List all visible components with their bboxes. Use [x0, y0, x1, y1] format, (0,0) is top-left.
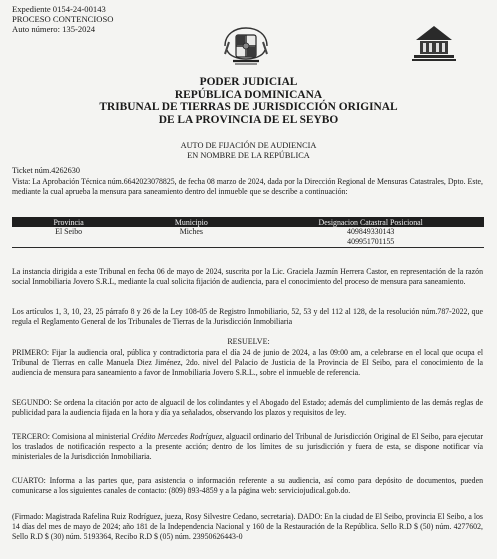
- column-header-provincia: Provincia: [12, 217, 125, 227]
- subtitle-line-1: AUTO DE FIJACIÓN DE AUDIENCIA: [180, 141, 317, 150]
- column-header-municipio: Municipio: [125, 217, 257, 227]
- cuarto-paragraph: CUARTO: Informa a las partes que, para asistencia o información referente a su audiencia, así como para depósito de documentos, pueden comunicarse a los siguientes canales de contacto: (809) 893-4859 y a la página web: serviciojudical.gob.do.: [12, 476, 483, 495]
- table-header-row: [12, 217, 484, 227]
- title-line-4: DE LA PROVINCIA DE EL SEYBO: [158, 113, 339, 126]
- case-header: [12, 4, 113, 35]
- cell-designacion: [257, 227, 484, 248]
- expediente-number: Expediente 0154-24-00143: [12, 4, 106, 14]
- primero-paragraph: PRIMERO: Fijar la audiencia oral, pública y contradictoria para el día 24 de junio de 2024, a las 09:00 am, a celebrarse en el local que ocupa el Tribunal de Tierras en calle Manuela Diez Jiménez, 2do. nivel del Palacio de Justicia de la Provincia de El Seibo, para el conocimiento de la audiencia de mensura para saneamiento a favor de Inmobiliaria Jovero S.R.L., sobre el inmueble de referencia.: [12, 348, 483, 377]
- table-row: [12, 227, 484, 248]
- alguacil-name: Crédito Mercedes Rodríguez: [131, 432, 223, 441]
- firmado-paragraph: (Firmado: Magistrada Rafelina Ruiz Rodríguez, jueza, Rosy Silvestre Cedano, secretaria). DADO: En la ciudad de El Seibo, provincia El Seibo, a los 14 días del mes de mayo de 2024; año 181 de la Independencia Nacional y 160 de la Restauración de la República. Sello R.D $ (50) núm. 4277602, Sello R.D $ (30) núm. 5193364, Recibo R.D $ (05) núm. 23950626443-0: [12, 512, 483, 541]
- title-line-1: PODER JUDICIAL: [199, 76, 298, 88]
- court-title: [0, 76, 497, 126]
- designacion-value-2: 409951701155: [347, 237, 395, 246]
- subtitle-line-2: EN NOMBRE DE LA REPÚBLICA: [187, 151, 310, 160]
- segundo-paragraph: SEGUNDO: Se ordena la citación por acto de alguacil de los colindantes y el Abogado del Estado; además del cumplimiento de las demás reglas de publicidad para la audiencia fijada en la hora y día ya señalados, observando los plazos y requisitos de ley.: [12, 398, 483, 417]
- title-line-3: TRIBUNAL DE TIERRAS DE JURISDICCIÓN ORIGINAL: [99, 101, 398, 114]
- jurisdiccion-inmobiliaria-logo-icon: [411, 24, 457, 62]
- vista-paragraph: Vista: La Aprobación Técnica núm.6642023078825, de fecha 08 marzo de 2024, dada por la Dirección Regional de Mensuras Catastrales, Dpto. Este, mediante la cual aprueba la mensura para saneamiento dentro del inmueble que se describe a continuación:: [12, 177, 483, 196]
- articulos-paragraph: Los artículos 1, 3, 10, 23, 25 párrafo 8 y 26 de la Ley 108-05 de Registro Inmobiliario, 52, 53 y del 112 al 128, de la resolución núm.787-2022, que regula el Reglamento General de los Tribunales de Tierras de la Jurisdicción Inmobiliaria: [12, 307, 483, 326]
- cell-municipio: Miches: [125, 227, 257, 248]
- resuelve-heading: RESUELVE:: [227, 337, 270, 346]
- ticket-number: Ticket núm.4262630: [12, 166, 80, 175]
- column-header-designacion: Designacion Catastral Posicional: [257, 217, 484, 227]
- cell-provincia: El Seibo: [12, 227, 125, 248]
- auto-number: Auto número: 135-2024: [12, 24, 96, 35]
- instancia-paragraph: La instancia dirigida a este Tribunal en fecha 06 de mayo de 2024, suscrita por la Lic. Graciela Jazmín Herrera Castor, en representación de la razón social Inmobiliaria Jovero S.R.L, mediante la cual solicita fijación de audiencia, para el conocimiento del proceso de mensura para saneamiento.: [12, 267, 483, 286]
- property-table: [12, 217, 484, 248]
- process-type: PROCESO CONTENCIOSO: [12, 14, 114, 25]
- tercero-text-start: TERCERO: Comisiona al ministerial: [12, 432, 132, 441]
- tercero-text-end: , alguacil ordinario del Tribunal de Jurisdicción Original de El Seibo, para ejecutar los traslados de notificación respecto a la presente acción; dentro de los límites de su jurisdicción y fuera de esta, se dispone notificar vía ministeriales de la Jurisdicción Inmobiliaria.: [12, 432, 483, 461]
- coat-of-arms-icon: [221, 24, 271, 68]
- designacion-value-1: 409849330143: [347, 227, 395, 236]
- tercero-paragraph: [12, 432, 483, 461]
- title-line-2: REPÚBLICA DOMINICANA: [174, 88, 323, 101]
- document-subtitle: [0, 141, 497, 161]
